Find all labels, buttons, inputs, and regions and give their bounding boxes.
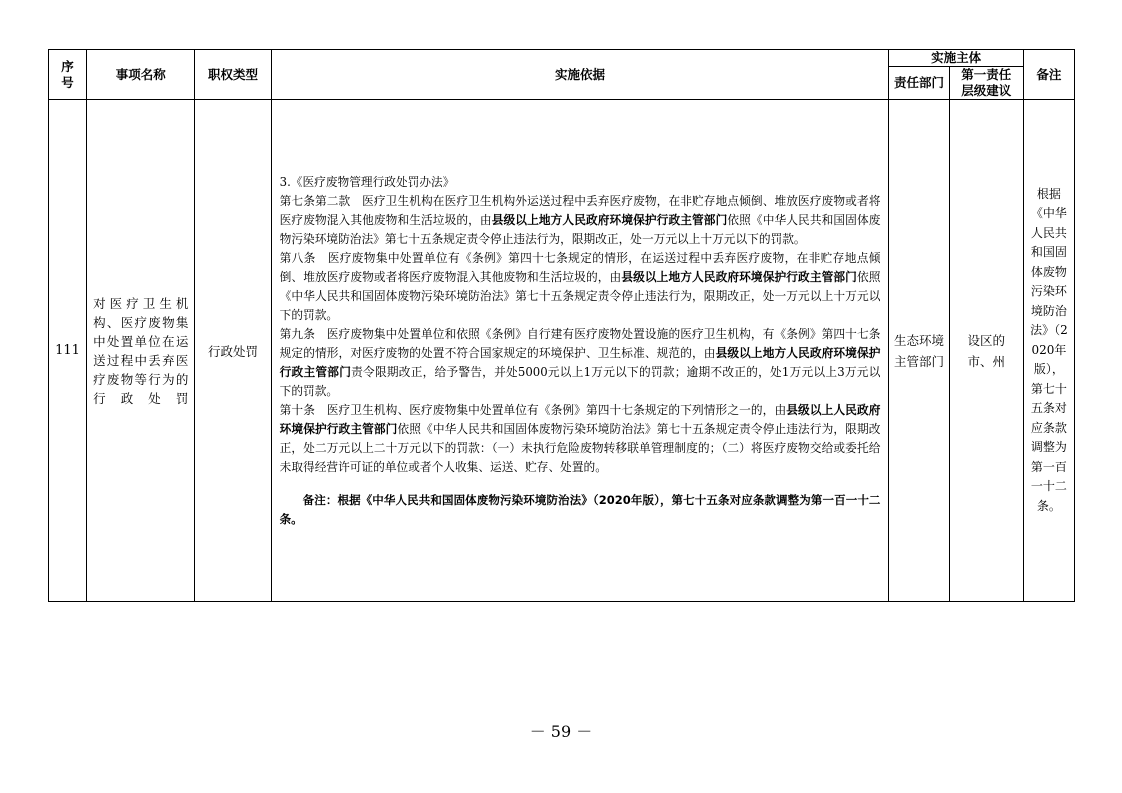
basis-article-8: 第八条 医疗废物集中处置单位有《条例》第四十七条规定的情形，在运送过程中丢弃医疗废物，在非贮存地点倾倒、堆放医疗废物或者将医疗废物混入其他废物和生活垃圾的，由县级以上地方人民政府环境保护行政主管部门依照《中华人民共和国固体废物污染环境防治法》第七十五条规定责令停止违法行为，限期改正，处一万元以上十万元以下的罚款。: [279, 250, 881, 322]
row-item-name: 对医疗卫生机构、医疗废物集中处置单位在运送过程中丢弃医疗废物等行为的行政处罚: [93, 295, 189, 406]
header-authority-type: 职权类型: [195, 50, 271, 100]
row-serial-no: 111: [49, 100, 87, 602]
row-dept-cell: [889, 100, 949, 602]
row-level-cell: [949, 100, 1023, 602]
row-remarks: 根据《中华人民共和国固体废物污染环境防治法》（2020年版），第七十五条对应条款调整为第一百一十二条。: [1030, 186, 1068, 513]
basis-article-9: 第九条 医疗废物集中处置单位和依照《条例》自行建有医疗废物处置设施的医疗卫生机构，有《条例》第四十七条规定的情形，对医疗废物的处置不符合国家规定的环境保护、卫生标准、规范的，由县级以上地方人民政府环境保护行政主管部门责令限期改正，给予警告，并处5000元以上1万元以下的罚款；逾期不改正的，处1万元以上3万元以下的罚款。: [279, 326, 881, 398]
enforcement-items-table: [48, 49, 1075, 602]
header-serial-no: 序号: [49, 50, 87, 100]
basis-title: 3.《医疗废物管理行政处罚办法》: [279, 174, 455, 189]
row-legal-basis-cell: [271, 100, 889, 602]
row-responsible-dept: 生态环境主管部门: [894, 332, 945, 369]
row-first-level: 设区的市、州: [967, 332, 1005, 369]
basis-article-10: 第十条 医疗卫生机构、医疗废物集中处置单位有《条例》第四十七条规定的下列情形之一的，由县级以上人民政府环境保护行政主管部门依照《中华人民共和国固体废物污染环境防治法》第七十五条规定责令停止违法行为，限期改正，处二万元以上二十万元以下的罚款：（一）未执行危险废物转移联单管理制度的；（二）将医疗废物交给或委托给未取得经营许可证的单位或者个人收集、运送、贮存、处置的。: [279, 402, 881, 474]
basis-remark: 备注：根据《中华人民共和国固体废物污染环境防治法》（2020年版），第七十五条对应条款调整为第一百一十二条。: [279, 492, 881, 526]
row-note-cell: [1023, 100, 1074, 602]
row-authority-type-cell: [195, 100, 271, 602]
header-legal-basis: 实施依据: [271, 50, 889, 100]
header-responsible-dept: 责任部门: [889, 67, 949, 100]
header-first-level: 第一责任层级建议: [949, 67, 1023, 100]
legal-basis-text: [272, 173, 889, 529]
row-authority-type: 行政处罚: [208, 343, 259, 359]
row-item-name-cell: [87, 100, 195, 602]
table-row: [49, 100, 1075, 602]
header-remarks: 备注: [1023, 50, 1074, 100]
basis-article-7: 第七条第二款 医疗卫生机构在医疗卫生机构外运送过程中丢弃医疗废物，在非贮存地点倾倒、堆放医疗废物或者将医疗废物混入其他废物和生活垃圾的，由县级以上地方人民政府环境保护行政主管部门依照《中华人民共和国固体废物污染环境防治法》第七十五条规定责令停止违法行为，限期改正，处一万元以上十万元以下的罚款。: [279, 193, 881, 246]
page-number: － 59 －: [529, 722, 593, 741]
header-item-name: 事项名称: [87, 50, 195, 100]
header-implementing-subject: 实施主体: [889, 50, 1023, 67]
